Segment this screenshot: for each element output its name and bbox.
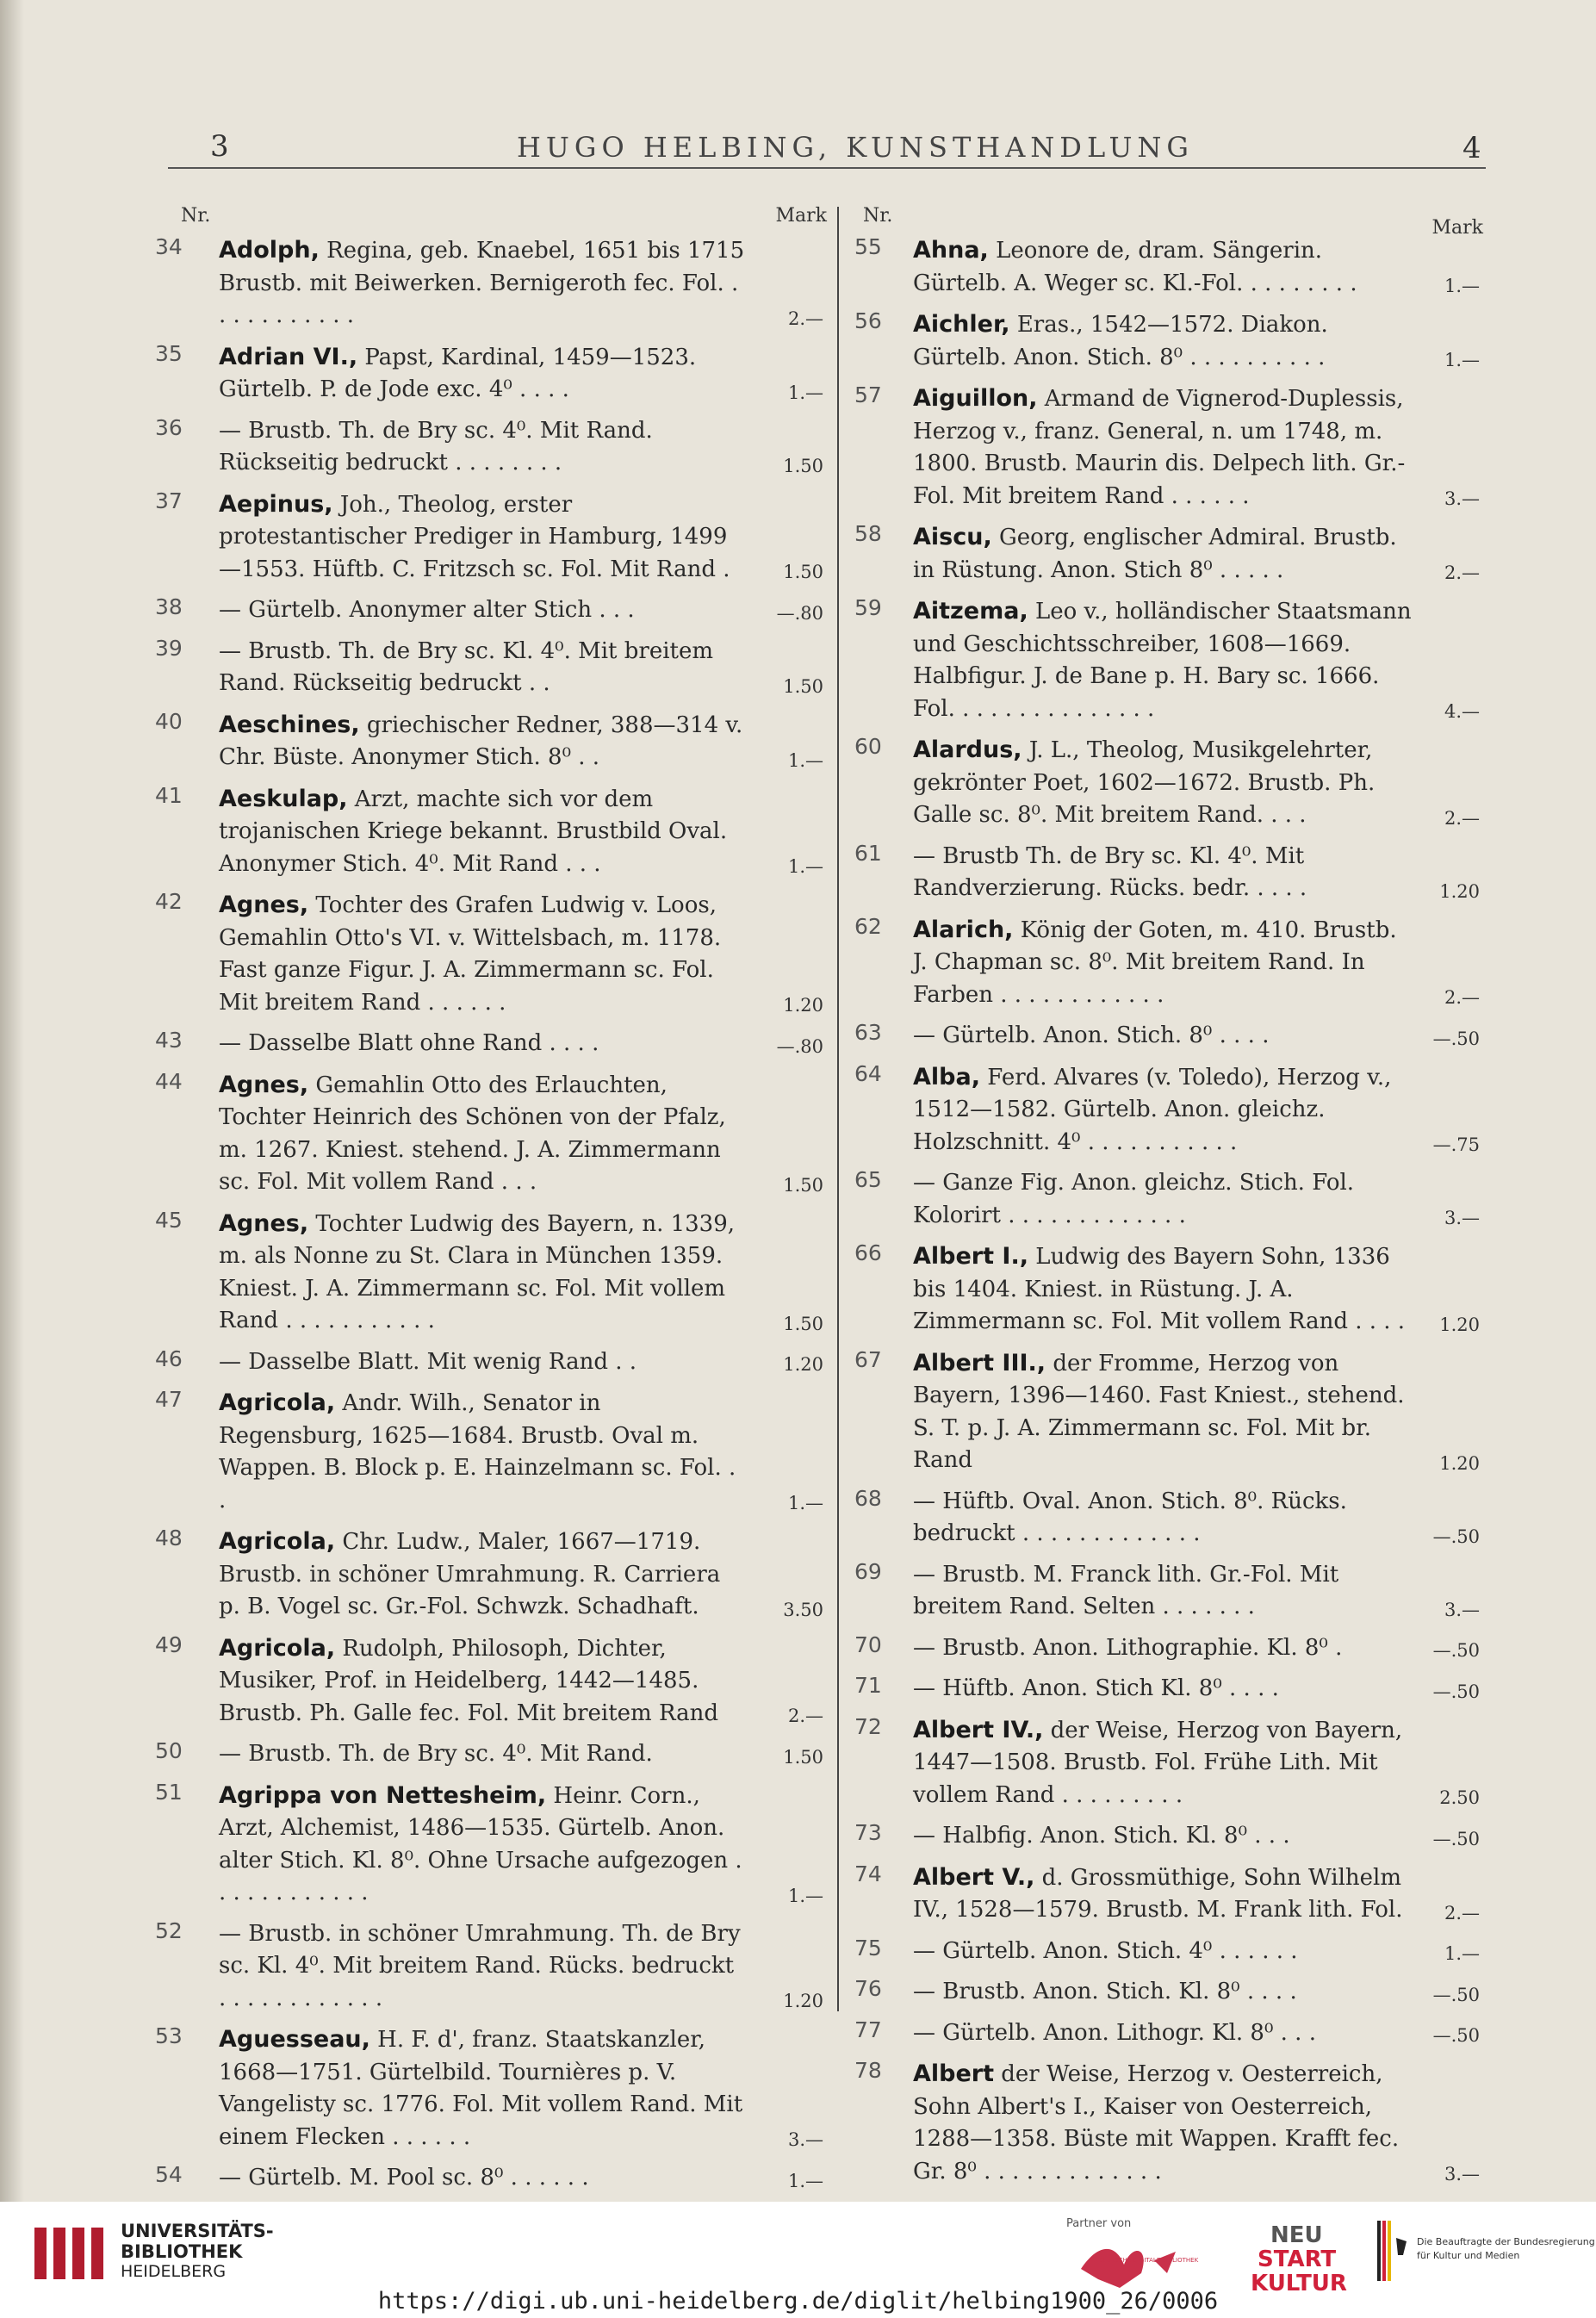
catalog-entry — [155, 889, 827, 1019]
entry-description — [913, 914, 1414, 1012]
entry-description — [913, 1673, 1414, 1706]
catalog-entry — [854, 1020, 1483, 1053]
catalog-entry — [155, 1387, 827, 1517]
catalog-entry — [854, 914, 1483, 1012]
entry-price: 2.— — [1444, 1902, 1480, 1923]
catalog-entry — [854, 308, 1483, 374]
entry-price: 1.20 — [1439, 880, 1480, 902]
entry-text: — Brustb. Anon. Lithographie. Kl. 8⁰ . — [913, 1634, 1343, 1661]
entry-number: 75 — [854, 1935, 882, 1961]
entry-number: 59 — [854, 595, 882, 620]
entry-description — [913, 2017, 1414, 2050]
entry-price: 3.— — [1444, 1599, 1480, 1620]
entry-text: Tochter des Grafen Ludwig v. Loos, Gemahlin Otto's VI. v. Wittelsbach, m. 1178. Fast ganze Figur. J. A. Zimmermann sc. Fol. Mit breitem Rand . . . . . . — [219, 892, 722, 1016]
left-column-head — [155, 205, 827, 234]
entry-text: Regina, geb. Knaebel, 1651 bis 1715 Brustb. mit Beiwerken. Bernigeroth fec. Fol. . . . . . . . . . . . — [219, 238, 745, 328]
entry-price: 2.— — [1444, 987, 1480, 1008]
catalog-entry — [155, 1780, 827, 1910]
entry-number: 35 — [155, 340, 183, 366]
entry-name: Albert V., — [913, 1863, 1035, 1891]
entry-text: Armand de Vignerod-Duplessis, Herzog v., franz. General, n. um 1748, m. 1800. Brustb. Maurin dis. Delpech lith. Gr.-Fol. Mit breitem Rand . . . . . . — [913, 386, 1406, 509]
catalog-entry — [155, 636, 827, 700]
entry-text: J. L., Theolog, Musikgelehrter, gekrönter Poet, 1602—1672. Brustb. Ph. Galle sc. 8⁰. Mit breitem Rand. . . . — [913, 737, 1376, 828]
entry-description — [219, 488, 746, 587]
entry-price: 3.— — [1444, 1208, 1480, 1228]
mark-label: Mark — [775, 205, 827, 227]
entry-number: 50 — [155, 1738, 183, 1763]
entry-price: 1.— — [1444, 276, 1480, 296]
entry-text: — Dasselbe Blatt. Mit wenig Rand . . — [219, 1348, 637, 1375]
entry-description — [219, 1028, 746, 1060]
entry-name: Agricola, — [219, 1528, 336, 1555]
page-url-link[interactable]: https://digi.ub.uni-heidelberg.de/diglit/helbing1900_26/0006 — [377, 2288, 1219, 2315]
page-edge-shadow — [0, 0, 24, 2202]
entry-number: 72 — [854, 1713, 882, 1739]
entry-price: 1.— — [1444, 1943, 1480, 1964]
entry-text: — Brustb. M. Franck lith. Gr.-Fol. Mit breitem Rand. Selten . . . . . . . — [913, 1561, 1339, 1619]
right-entry-list — [854, 234, 1483, 2188]
entry-price: 1.— — [787, 2170, 823, 2191]
entry-price: 2.— — [787, 308, 823, 329]
entry-text: Ferd. Alvares (v. Toledo), Herzog v., 1512—1582. Gürtelb. Anon. gleichz. Holzschnitt. 4⁰ . . . . . . . . . . . — [913, 1064, 1392, 1155]
left-entry-list — [155, 234, 827, 2195]
ddb-logo-icon[interactable] — [1072, 2234, 1227, 2295]
catalog-entry — [155, 1738, 827, 1771]
entry-number: 48 — [155, 1526, 183, 1551]
entry-name: Agrippa von Nettesheim, — [219, 1781, 547, 1809]
entry-number: 61 — [854, 840, 882, 866]
entry-description — [913, 1976, 1414, 2009]
catalog-entry — [854, 1673, 1483, 1706]
entry-number: 44 — [155, 1068, 183, 1094]
catalog-entry — [854, 1559, 1483, 1624]
catalog-entry — [854, 1167, 1483, 1232]
running-title: HUGO HELBING, KUNSTHANDLUNG — [517, 131, 1194, 164]
entry-number: 69 — [854, 1558, 882, 1584]
entry-price: 1.50 — [783, 1174, 823, 1196]
entry-description — [913, 1347, 1414, 1477]
catalog-entry — [155, 1069, 827, 1199]
entry-description — [219, 1526, 746, 1624]
catalog-entry — [155, 1208, 827, 1338]
entry-price: 3.— — [787, 2129, 823, 2150]
entry-name: Aichler, — [913, 311, 1010, 338]
entry-price: 1.— — [787, 856, 823, 877]
entry-number: 60 — [854, 734, 882, 759]
entry-description — [913, 1632, 1414, 1665]
entry-name: Agricola, — [219, 1634, 336, 1662]
catalog-entry — [155, 1632, 827, 1731]
entry-text: Rudolph, Philosoph, Dichter, Musiker, Prof. in Heidelberg, 1442—1485. Brustb. Ph. Galle fec. Fol. Mit breitem Rand — [219, 1635, 719, 1726]
entry-description — [913, 308, 1414, 374]
entry-price: 1.20 — [783, 1991, 823, 2011]
entry-description — [913, 595, 1414, 725]
entry-text: — Gürtelb. Anon. Stich. 4⁰ . . . . . . — [913, 1937, 1298, 1964]
entry-number: 55 — [854, 234, 882, 259]
entry-description — [219, 1632, 746, 1731]
bkm-text-line2: für Kultur und Medien — [1417, 2250, 1520, 2261]
entry-description — [219, 2162, 746, 2195]
entry-description — [913, 1714, 1414, 1812]
entry-name: Alarich, — [913, 916, 1014, 943]
entry-description — [219, 1208, 746, 1338]
nr-label: Nr. — [181, 205, 211, 227]
entry-text: — Dasselbe Blatt ohne Rand . . . . — [219, 1030, 599, 1056]
neustart-word2: START — [1258, 2247, 1337, 2272]
left-column — [155, 205, 827, 2191]
entry-number: 56 — [854, 308, 882, 333]
entry-text: Chr. Ludw., Maler, 1667—1719. Brustb. in schöner Umrahmung. R. Carriera p. B. Vogel sc. Gr.-Fol. Schwzk. Schadhaft. — [219, 1529, 721, 1619]
entry-text: — Brustb. in schöner Umrahmung. Th. de Bry sc. Kl. 4⁰. Mit breitem Rand. Rücks. bedruckt . . . . . . . . . . . . — [219, 1920, 741, 2011]
entry-number: 37 — [155, 488, 183, 513]
entry-number: 49 — [155, 1631, 183, 1657]
entry-price: —.50 — [1432, 1640, 1480, 1661]
catalog-entry — [854, 1976, 1483, 2009]
entry-number: 45 — [155, 1207, 183, 1233]
ub-emblem-icon — [34, 2219, 112, 2288]
entry-number: 40 — [155, 708, 183, 734]
entry-description — [219, 783, 746, 881]
entry-text: Heinr. Corn., Arzt, Alchemist, 1486—1535. Gürtelb. Anon. alter Stich. Kl. 8⁰. Ohne Ursache aufgezogen . . . . . . . . . . . . — [219, 1782, 742, 1905]
entry-number: 38 — [155, 594, 183, 619]
entry-text: — Ganze Fig. Anon. gleichz. Stich. Fol. Kolorirt . . . . . . . . . . . . . — [913, 1170, 1355, 1228]
column-divider — [837, 207, 839, 2011]
page-number-right: 4 — [1462, 131, 1481, 165]
entry-number: 47 — [155, 1387, 183, 1412]
entry-number: 51 — [155, 1779, 183, 1805]
entry-text: — Brustb. Th. de Bry sc. Kl. 4⁰. Mit breitem Rand. Rückseitig bedruckt . . — [219, 637, 714, 696]
entry-number: 70 — [854, 1631, 882, 1657]
entry-text: griechischer Redner, 388—314 v. Chr. Büste. Anonymer Stich. 8⁰ . . — [219, 712, 743, 770]
catalog-entry — [854, 841, 1483, 905]
catalog-entry — [155, 1028, 827, 1060]
entry-number: 77 — [854, 2017, 882, 2042]
entry-price: 1.20 — [1439, 1452, 1480, 1474]
entry-price: 1.— — [787, 749, 823, 771]
entry-text: Arzt, machte sich vor dem trojanischen Kriege bekannt. Brustbild Oval. Anonymer Stich. 4⁰. Mit Rand . . . — [219, 786, 728, 877]
entry-price: 1.— — [787, 382, 823, 403]
entry-price: —.75 — [1432, 1134, 1480, 1155]
entry-name: Ahna, — [913, 237, 989, 264]
entry-price: 2.— — [1444, 807, 1480, 829]
entry-price: 1.50 — [783, 562, 823, 582]
entry-name: Albert I., — [913, 1243, 1028, 1270]
entry-description — [913, 1020, 1414, 1053]
entry-number: 42 — [155, 889, 183, 914]
partner-label: Partner von — [1066, 2217, 1132, 2230]
entry-text: H. F. d', franz. Staatskanzler, 1668—1751. Gürtelbild. Tournières p. V. Vangelisty sc. 1776. Fol. Mit vollem Rand. Mit einem Flecken . . . . . . — [219, 2027, 743, 2150]
entry-price: 1.— — [1444, 350, 1480, 370]
entry-text: — Gürtelb. Anon. Lithogr. Kl. 8⁰ . . . — [913, 2019, 1316, 2046]
entry-description — [913, 1167, 1414, 1232]
entry-text: — Gürtelb. Anonymer alter Stich . . . — [219, 597, 635, 623]
entry-text: Tochter Ludwig des Bayern, n. 1339, m. als Nonne zu St. Clara in München 1359. Kniest. J. A. Zimmermann sc. Fol. Mit vollem Rand . . . . . . . . . . . — [219, 1210, 736, 1333]
entry-description — [219, 234, 746, 332]
entry-number: 71 — [854, 1673, 882, 1698]
entry-description — [219, 2023, 746, 2153]
entry-number: 68 — [854, 1485, 882, 1511]
ddb-logo-text: DEUTSCHE DIGITALE BIBLIOTHEK — [1098, 2257, 1199, 2264]
catalog-entry — [854, 595, 1483, 725]
entry-price: 1.20 — [1439, 1314, 1480, 1335]
entry-name: Aitzema, — [913, 598, 1028, 625]
entry-description — [913, 841, 1414, 905]
catalog-entry — [155, 594, 827, 627]
entry-text: — Brustb. Th. de Bry sc. 4⁰. Mit Rand. Rückseitig bedruckt . . . . . . . . — [219, 417, 653, 475]
entry-name: Agricola, — [219, 1389, 336, 1416]
entry-price: 2.— — [1444, 562, 1480, 583]
entry-price: 2.50 — [1439, 1787, 1480, 1808]
neustart-word3: KULTUR — [1251, 2271, 1347, 2296]
entry-description — [219, 1346, 746, 1379]
mark-label: Mark — [1431, 217, 1483, 239]
entry-name: Albert IV., — [913, 1716, 1044, 1743]
entry-description — [219, 415, 746, 480]
entry-price: 4.— — [1444, 701, 1480, 722]
entry-number: 41 — [155, 782, 183, 808]
entry-price: 1.50 — [783, 675, 823, 697]
ub-name-line3: HEIDELBERG — [121, 2262, 227, 2281]
entry-name: Aguesseau, — [219, 2026, 370, 2053]
entry-text: Papst, Kardinal, 1459—1523. Gürtelb. P. de Jode exc. 4⁰ . . . . — [219, 344, 697, 402]
entry-number: 54 — [155, 2162, 183, 2187]
entry-price: —.50 — [1432, 1984, 1480, 2005]
catalog-entry — [854, 234, 1483, 300]
entry-name: Alardus, — [913, 736, 1022, 763]
entry-description — [219, 1069, 746, 1199]
entry-number: 34 — [155, 234, 183, 259]
entry-text: König der Goten, m. 410. Brustb. J. Chapman sc. 8⁰. Mit breitem Rand. In Farben . . . . . . . . . . . . — [913, 917, 1397, 1008]
catalog-entry — [854, 1714, 1483, 1812]
entry-text: — Hüftb. Oval. Anon. Stich. 8⁰. Rücks. bedruckt . . . . . . . . . . . . . — [913, 1488, 1347, 1546]
entry-description — [913, 1559, 1414, 1624]
entry-price: 1.50 — [783, 455, 823, 476]
page-header — [0, 129, 1596, 172]
entry-description — [913, 1861, 1414, 1927]
entry-description — [219, 636, 746, 700]
ub-name-line1: UNIVERSITÄTS- — [121, 2221, 274, 2241]
entry-price: 1.— — [787, 1885, 823, 1906]
entry-description — [219, 1387, 746, 1517]
entry-description — [219, 1738, 746, 1771]
catalog-entry — [155, 1346, 827, 1379]
catalog-entry — [854, 1632, 1483, 1665]
catalog-entry — [854, 521, 1483, 587]
catalog-entry — [854, 2017, 1483, 2050]
entry-description — [913, 1486, 1414, 1551]
entry-text: — Gürtelb. M. Pool sc. 8⁰ . . . . . . — [219, 2165, 589, 2191]
entry-number: 43 — [155, 1028, 183, 1053]
catalog-entry — [854, 1820, 1483, 1853]
entry-name: Aiguillon, — [913, 385, 1038, 412]
entry-text: der Fromme, Herzog von Bayern, 1396—1460. Fast Kniest., stehend. S. T. p. J. A. Zimmermann sc. Fol. Mit br. Rand — [913, 1350, 1405, 1473]
entry-description — [913, 1061, 1414, 1159]
entry-description — [913, 734, 1414, 832]
viewer-footer — [0, 2202, 1596, 2318]
entry-text: der Weise, Herzog von Bayern, 1447—1508. Brustb. Fol. Frühe Lith. Mit vollem Rand . . . . . . . . . — [913, 1717, 1403, 1808]
entry-name: Agnes, — [219, 1209, 309, 1237]
entry-number: 67 — [854, 1346, 882, 1372]
entry-number: 78 — [854, 2058, 882, 2083]
entry-description — [913, 382, 1414, 513]
entry-description — [219, 341, 746, 407]
entry-name: Adolph, — [219, 237, 320, 264]
university-library-logo[interactable] — [34, 2219, 379, 2288]
entry-price: —.50 — [1432, 1828, 1480, 1849]
entry-name: Albert III., — [913, 1349, 1046, 1377]
entry-description — [913, 2058, 1414, 2188]
entry-description — [219, 709, 746, 774]
entry-text: Andr. Wilh., Senator in Regensburg, 1625—1684. Brustb. Oval m. Wappen. B. Block p. E. Hainzelmann sc. Fol. . . — [219, 1390, 736, 1513]
federal-eagle-icon[interactable] — [1374, 2221, 1408, 2281]
catalog-entry — [155, 234, 827, 332]
entry-name: Adrian VI., — [219, 343, 358, 370]
entry-price: 1.20 — [783, 1354, 823, 1375]
entry-number: 62 — [854, 913, 882, 939]
entry-number: 53 — [155, 2023, 183, 2048]
catalog-entry — [155, 488, 827, 587]
entry-price: 1.— — [787, 1493, 823, 1513]
entry-number: 63 — [854, 1020, 882, 1045]
catalog-entry — [155, 2162, 827, 2195]
entry-price: —.80 — [776, 602, 823, 624]
right-column-head — [854, 205, 1483, 239]
entry-name: Aeskulap, — [219, 785, 348, 812]
entry-text: Leonore de, dram. Sängerin. Gürtelb. A. Weger sc. Kl.-Fol. . . . . . . . . — [913, 238, 1357, 296]
entry-text: — Brustb. Th. de Bry sc. 4⁰. Mit Rand. — [219, 1741, 653, 1767]
entry-number: 57 — [854, 382, 882, 407]
catalog-entry — [854, 382, 1483, 513]
entry-price: 2.— — [787, 1706, 823, 1726]
entry-number: 39 — [155, 635, 183, 661]
catalog-entry — [155, 2023, 827, 2153]
entry-price: 1.50 — [783, 1313, 823, 1334]
entry-number: 46 — [155, 1345, 183, 1371]
entry-number: 73 — [854, 1820, 882, 1845]
right-column — [854, 205, 1483, 2184]
entry-text: — Halbfig. Anon. Stich. Kl. 8⁰ . . . — [913, 1823, 1290, 1849]
entry-name: Aepinus, — [219, 490, 333, 518]
entry-price: 3.50 — [783, 1599, 823, 1620]
ub-name-line2: BIBLIOTHEK — [121, 2241, 243, 2262]
catalog-entry — [155, 341, 827, 407]
neustart-word1: NEU — [1270, 2222, 1323, 2248]
entry-text: — Brustb Th. de Bry sc. Kl. 4⁰. Mit Randverzierung. Rücks. bedr. . . . . — [913, 842, 1307, 901]
catalog-entry — [854, 1347, 1483, 1477]
catalog-entry — [155, 1526, 827, 1624]
entry-description — [913, 234, 1414, 300]
entry-price: —.80 — [776, 1035, 823, 1057]
entry-number: 66 — [854, 1240, 882, 1265]
entry-number: 76 — [854, 1976, 882, 2001]
catalog-entry — [854, 1061, 1483, 1159]
entry-description — [913, 1240, 1414, 1339]
entry-text: Gemahlin Otto des Erlauchten, Tochter Heinrich des Schönen von der Pfalz, m. 1267. Kniest. stehend. J. A. Zimmermann sc. Fol. Mit vollem Rand . . . — [219, 1072, 726, 1195]
catalog-entry — [854, 2058, 1483, 2188]
entry-price: —.50 — [1432, 1526, 1480, 1547]
entry-number: 58 — [854, 521, 882, 546]
catalog-entry — [854, 1240, 1483, 1339]
entry-price: —.50 — [1432, 2025, 1480, 2046]
entry-text: der Weise, Herzog v. Oesterreich, Sohn Albert's I., Kaiser von Oesterreich, 1288—1358. Büste mit Wappen. Krafft fec. Gr. 8⁰ . . . . . . . . . . . . . — [913, 2061, 1400, 2184]
entry-text: — Hüftb. Anon. Stich Kl. 8⁰ . . . . — [913, 1675, 1279, 1701]
catalog-entry — [854, 1861, 1483, 1927]
entry-name: Agnes, — [219, 892, 309, 918]
bkm-text-line1: Die Beauftragte der Bundesregierung — [1417, 2236, 1595, 2247]
entry-price: —.50 — [1432, 1028, 1480, 1049]
entry-description — [219, 1918, 746, 2016]
entry-name: Aeschines, — [219, 711, 360, 738]
entry-name: Aiscu, — [913, 524, 992, 550]
entry-description — [219, 1780, 746, 1910]
entry-name: Alba, — [913, 1063, 980, 1091]
catalog-entry — [854, 1936, 1483, 1968]
catalog-entry — [155, 1918, 827, 2016]
catalog-entry — [854, 734, 1483, 832]
nr-label: Nr. — [863, 205, 893, 227]
entry-price: 1.20 — [783, 995, 823, 1016]
entry-description — [913, 1936, 1414, 1968]
entry-text: — Gürtelb. Anon. Stich. 8⁰ . . . . — [913, 1022, 1270, 1048]
entry-text: Eras., 1542—1572. Diakon. Gürtelb. Anon. Stich. 8⁰ . . . . . . . . . . — [913, 312, 1328, 370]
entry-number: 52 — [155, 1917, 183, 1943]
entry-text: Leo v., holländischer Staatsmann und Geschichtsschreiber, 1608—1669. Halbfigur. J. de Bane p. H. Bary sc. 1666. Fol. . . . . . . . . . . . . . . — [913, 599, 1412, 722]
entry-number: 65 — [854, 1167, 882, 1192]
entry-description — [219, 594, 746, 627]
entry-number: 64 — [854, 1060, 882, 1086]
entry-name: Agnes, — [219, 1071, 309, 1098]
entry-text: — Brustb. Anon. Stich. Kl. 8⁰ . . . . — [913, 1979, 1297, 2004]
catalog-entry — [854, 1486, 1483, 1551]
catalog-entry — [155, 709, 827, 774]
entry-name: Albert — [913, 2060, 995, 2087]
entry-number: 36 — [155, 414, 183, 440]
header-rule — [168, 167, 1486, 169]
catalog-entry — [155, 415, 827, 480]
entry-text: Georg, englischer Admiral. Brustb. in Rüstung. Anon. Stich 8⁰ . . . . . — [913, 525, 1397, 583]
entry-text: Joh., Theolog, erster protestantischer Prediger in Hamburg, 1499—1553. Hüftb. C. Fritzsch sc. Fol. Mit Rand . — [219, 491, 730, 582]
entry-price: 3.— — [1444, 488, 1480, 509]
entry-description — [913, 521, 1414, 587]
entry-price: 1.50 — [783, 1746, 823, 1768]
entry-text: d. Grossmüthige, Sohn Wilhelm IV., 1528—1579. Brustb. M. Frank lith. Fol. — [913, 1864, 1403, 1923]
entry-text: Ludwig des Bayern Sohn, 1336 bis 1404. Kniest. in Rüstung. J. A. Zimmermann sc. Fol. Mit vollem Rand . . . . — [913, 1244, 1406, 1334]
entry-price: 3.— — [1444, 2164, 1480, 2184]
entry-price: —.50 — [1432, 1681, 1480, 1702]
entry-number: 74 — [854, 1861, 882, 1886]
catalog-entry — [155, 783, 827, 881]
page-number-left: 3 — [210, 129, 229, 164]
entry-description — [913, 1820, 1414, 1853]
entry-description — [219, 889, 746, 1019]
